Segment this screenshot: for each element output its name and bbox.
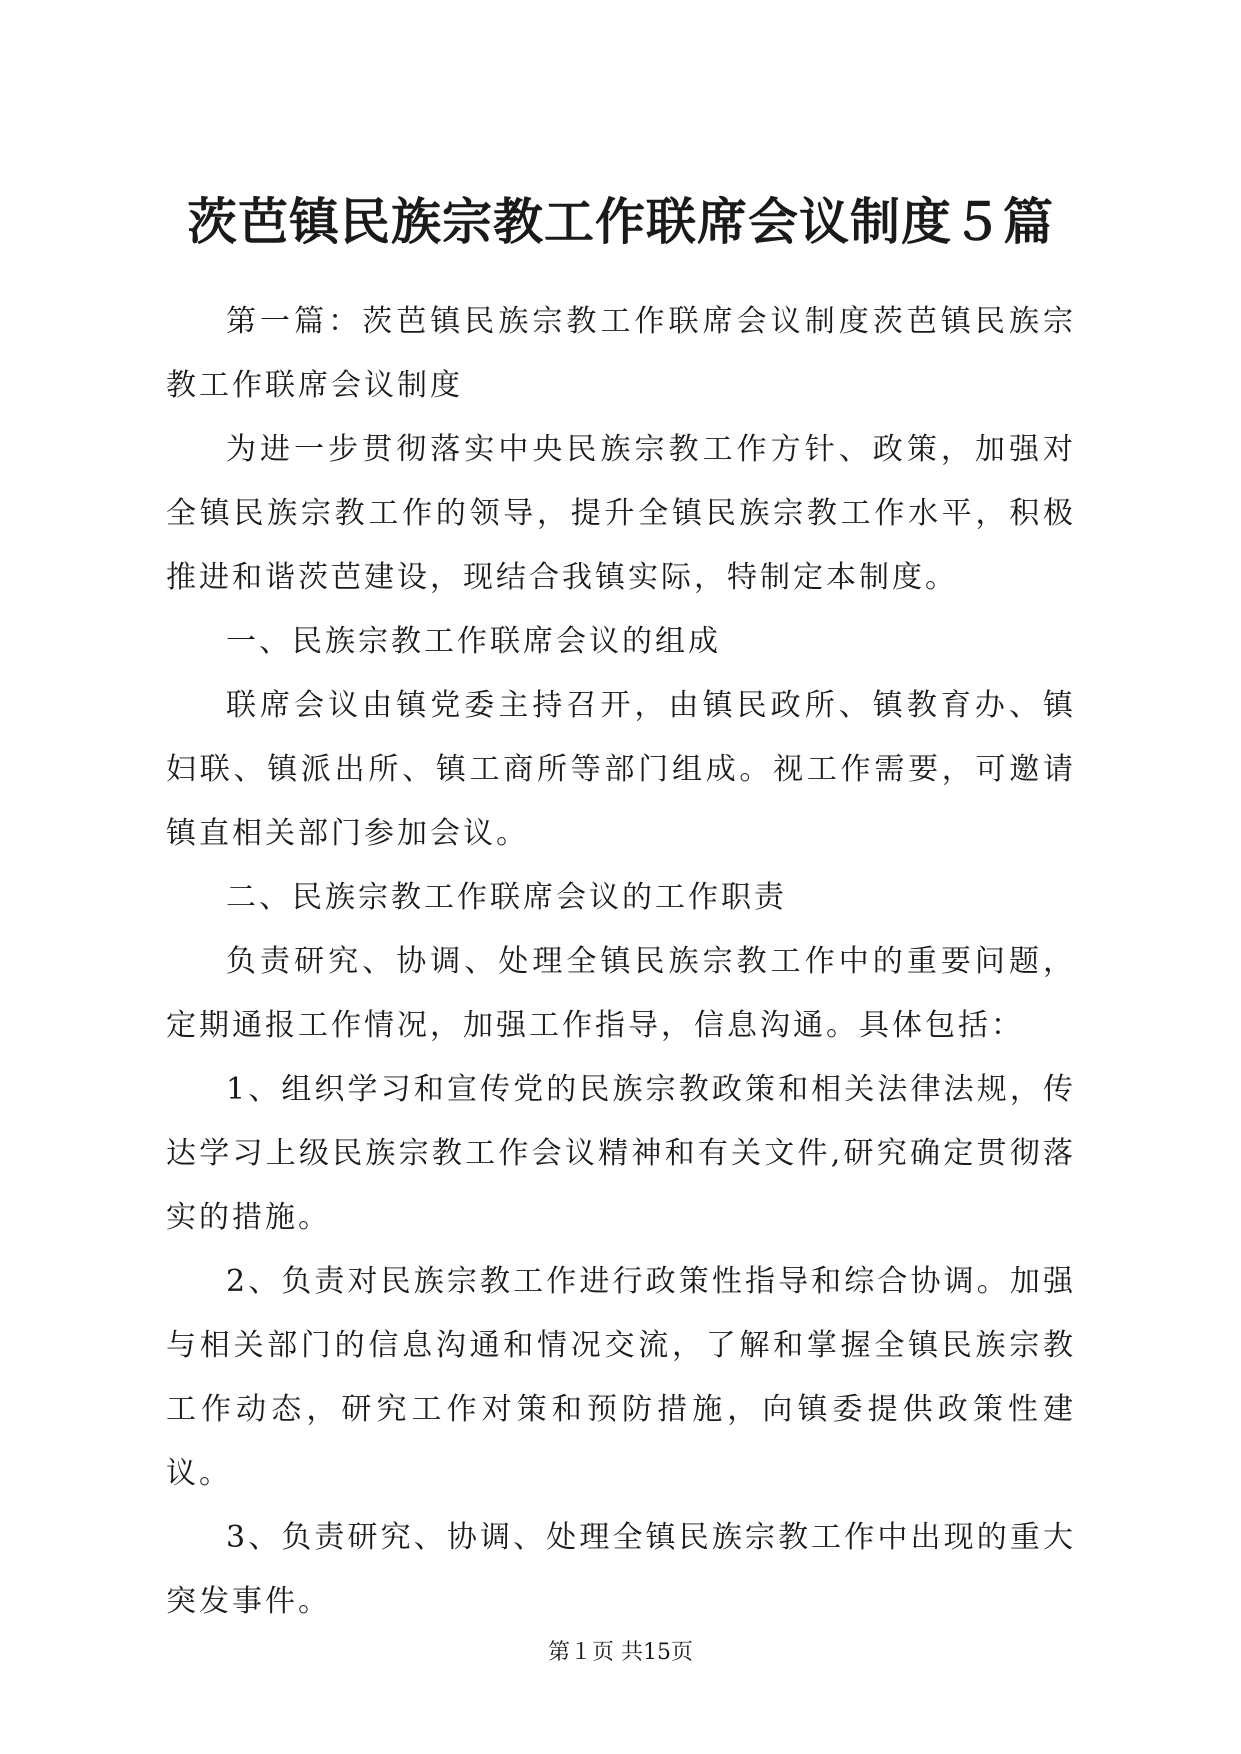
list-item: 1、组织学习和宣传党的民族宗教政策和相关法律法规，传达学习上级民族宗教工作会议精神和有关文件,研究确定贯彻落实的措施。 — [166, 1072, 1076, 1235]
paragraph-heading-1: 第一篇：茨芭镇民族宗教工作联席会议制度茨芭镇民族宗教工作联席会议制度 — [166, 304, 1076, 403]
paragraph: 负责研究、协调、处理全镇民族宗教工作中的重要问题，定期通报工作情况，加强工作指导，信息沟通。具体包括： — [166, 944, 1076, 1043]
section-heading: 二、民族宗教工作联席会议的工作职责 — [226, 880, 787, 915]
document-title: 茨芭镇民族宗教工作联席会议制度５篇 — [187, 192, 1054, 251]
page-footer: 第１页 共15页 — [548, 1640, 693, 1665]
paragraph: 联席会议由镇党委主持召开，由镇民政所、镇教育办、镇妇联、镇派出所、镇工商所等部门组成。视工作需要，可邀请镇直相关部门参加会议。 — [166, 688, 1076, 851]
list-item: 2、负责对民族宗教工作进行政策性指导和综合协调。加强与相关部门的信息沟通和情况交流，了解和掌握全镇民族宗教工作动态，研究工作对策和预防措施，向镇委提供政策性建议。 — [166, 1264, 1076, 1491]
document-body — [166, 290, 1076, 1634]
paragraph: 为进一步贯彻落实中央民族宗教工作方针、政策，加强对全镇民族宗教工作的领导，提升全镇民族宗教工作水平，积极推进和谐茨芭建设，现结合我镇实际，特制定本制度。 — [166, 432, 1076, 595]
section-heading: 一、民族宗教工作联席会议的组成 — [226, 624, 721, 659]
list-item: 3、负责研究、协调、处理全镇民族宗教工作中出现的重大突发事件。 — [166, 1520, 1076, 1619]
